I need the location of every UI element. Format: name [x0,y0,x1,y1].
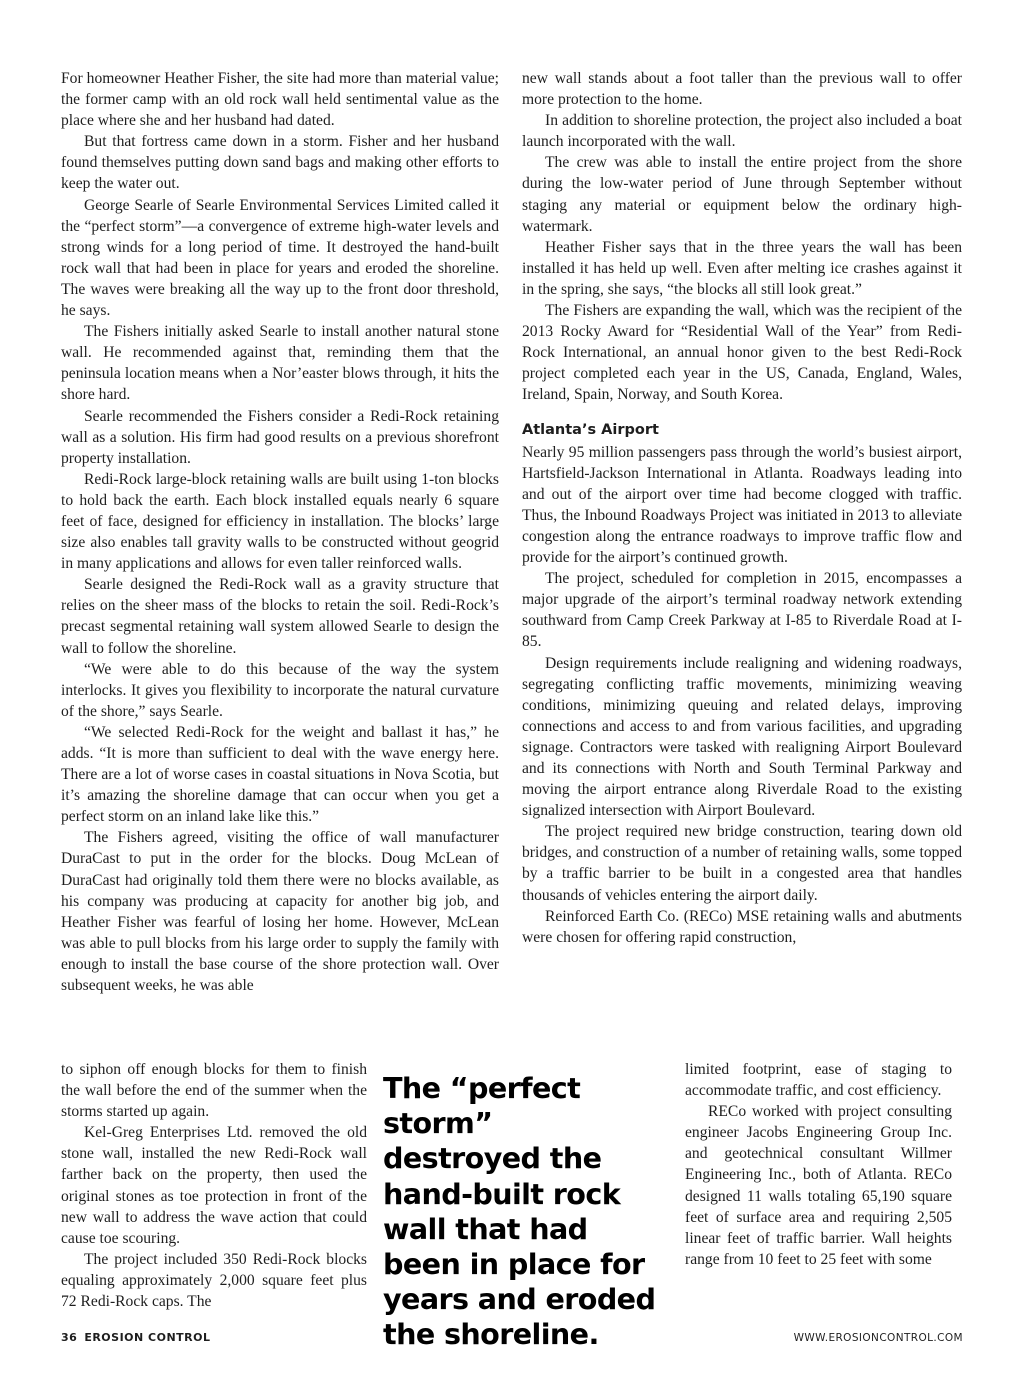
paragraph: The project required new bridge construction, tearing down old bridges, and construction of a number of retaining walls, some topped by a traffic barrier to be built in a congested area that handles thousands of vehicles entering the airport daily. [522,823,962,904]
page-number: 36 [61,1331,78,1344]
footer-url: WWW.EROSIONCONTROL.COM [793,1332,963,1344]
paragraph: In addition to shoreline protection, the project also included a boat launch incorporated with the wall. [522,112,962,151]
paragraph: “We were able to do this because of the way the system interlocks. It gives you flexibility to incorporate the natural curvature of the shore,” says Searle. [61,660,499,720]
paragraph: RECo worked with project consulting engineer Jacobs Engineering Group Inc. and geotechnical consultant Willmer Engineering Inc., both of Atlanta. RECo designed 11 walls totaling 65,190 square feet of surface area and requiring 2,505 linear feet of traffic barrier. Wall heights range from 10 feet to 25 feet with some [685,1103,952,1268]
paragraph: Searle designed the Redi-Rock wall as a gravity structure that relies on the sheer mass of the blocks to retain the soil. Redi-Rock’s precast segmental retaining wall system allowed Searle to design the wall to follow the shoreline. [61,576,499,657]
paragraph: But that fortress came down in a storm. Fisher and her husband found themselves putting down sand bags and making other efforts to keep the water out. [61,133,499,193]
right-column-continued [685,1059,952,1270]
right-column [522,68,962,948]
paragraph: The crew was able to install the entire project from the shore during the low-water period of June through September without staging any material or equipment below the ordinary high-watermark. [522,154,962,235]
paragraph: The Fishers are expanding the wall, which was the recipient of the 2013 Rocky Award for “Residential Wall of the Year” from Redi-Rock International, an annual honor given to the best Redi-Rock project completed each year in the US, Canada, England, Wales, Ireland, Spain, Norway, and South Korea. [522,302,962,404]
left-column-continued [61,1059,367,1312]
paragraph: For homeowner Heather Fisher, the site had more than material value; the former camp with an old rock wall held sentimental value as the place where she and her husband had dated. [61,70,499,130]
left-column [61,68,499,996]
paragraph: Reinforced Earth Co. (RECo) MSE retaining walls and abutments were chosen for offering rapid construction, [522,907,962,946]
paragraph: to siphon off enough blocks for them to finish the wall before the end of the summer when the storms started up again. [61,1061,367,1121]
paragraph: Kel-Greg Enterprises Ltd. removed the old stone wall, installed the new Redi-Rock wall farther back on the property, then used the original stones as toe protection in front of the new wall to address the wave action that could cause toe scouring. [61,1124,367,1247]
paragraph: “We selected Redi-Rock for the weight and ballast it has,” he adds. “It is more than sufficient to deal with the wave energy here. There are a lot of worse cases in coastal situations in Nova Scotia, but it’s amazing the shoreline damage that can occur when you get a perfect storm on an inland lake like this.” [61,723,499,826]
paragraph: The Fishers agreed, visiting the office of wall manufacturer DuraCast to put in the order for the blocks. Doug McLean of DuraCast had originally told them there were no blocks available, as his company was producing at capacity for another big job, and Heather Fisher was fearful of losing her home. However, McLean was able to pull blocks from his large order to supply the family with enough to install the base course of the shore protection wall. Over subsequent weeks, he was able [61,829,499,995]
paragraph: The Fishers initially asked Searle to install another natural stone wall. He recommended against that, reminding them that the peninsula location means when a Nor’easter blows through, it hits the shore hard. [61,323,499,404]
paragraph: new wall stands about a foot taller than the previous wall to offer more protection to the home. [522,70,962,109]
footer-folio [61,1331,211,1344]
pull-quote: The “perfect storm” destroyed the hand-built rock wall that had been in place for years and eroded the shoreline. [383,1071,656,1352]
paragraph: The project included 350 Redi-Rock blocks equaling approximately 2,000 square feet plus 72 Redi-Rock caps. The [61,1250,367,1311]
paragraph: Searle recommended the Fishers consider a Redi-Rock retaining wall as a solution. His firm had good results on a previous shorefront property installation. [61,407,499,467]
paragraph: Redi-Rock large-block retaining walls are built using 1-ton blocks to hold back the earth. Each block installed equals nearly 6 square feet of face, designed for efficiency in installation. The blocks’ large size also enables tall gravity walls to be constructed without geogrid in many applications and allows for even taller reinforced walls. [61,470,499,573]
paragraph: Nearly 95 million passengers pass through the world’s busiest airport, Hartsfield-Jackson International in Atlanta. Roadways leading into and out of the airport over time had become clogged with traffic. Thus, the Inbound Roadways Project was initiated in 2013 to alleviate congestion along the entrance roadways to improve traffic flow and provide for the airport’s continued growth. [522,443,962,567]
publication-name: EROSION CONTROL [84,1331,211,1344]
section-heading: Atlanta’s Airport [522,421,659,438]
paragraph: Heather Fisher says that in the three years the wall has been installed it has held up well. Even after melting ice crashes against it in the spring, she says, “the blocks all still look great.” [522,238,962,298]
paragraph: George Searle of Searle Environmental Services Limited called it the “perfect storm”—a convergence of extreme high-water levels and strong winds for a long period of time. It destroyed the hand-built rock wall that had been in place for years and eroded the shoreline. The waves were breaking all the way up to the front door threshold, he says. [61,196,499,320]
paragraph: Design requirements include realigning and widening roadways, segregating conflicting traffic movements, minimizing weaving conditions, minimizing queuing and related delays, improving connections and access to and from various facilities, and upgrading signage. Contractors were tasked with realigning Airport Boulevard and its connections with North and South Terminal Parkway and moving the airport entrance along Riverdale Road to the existing signalized intersection with Airport Boulevard. [522,654,962,820]
paragraph: The project, scheduled for completion in 2015, encompasses a major upgrade of the airport’s terminal roadway network extending southward from Camp Creek Parkway at I-85 to Riverdale Road at I-85. [522,570,962,651]
paragraph: limited footprint, ease of staging to accommodate traffic, and cost efficiency. [685,1061,952,1100]
